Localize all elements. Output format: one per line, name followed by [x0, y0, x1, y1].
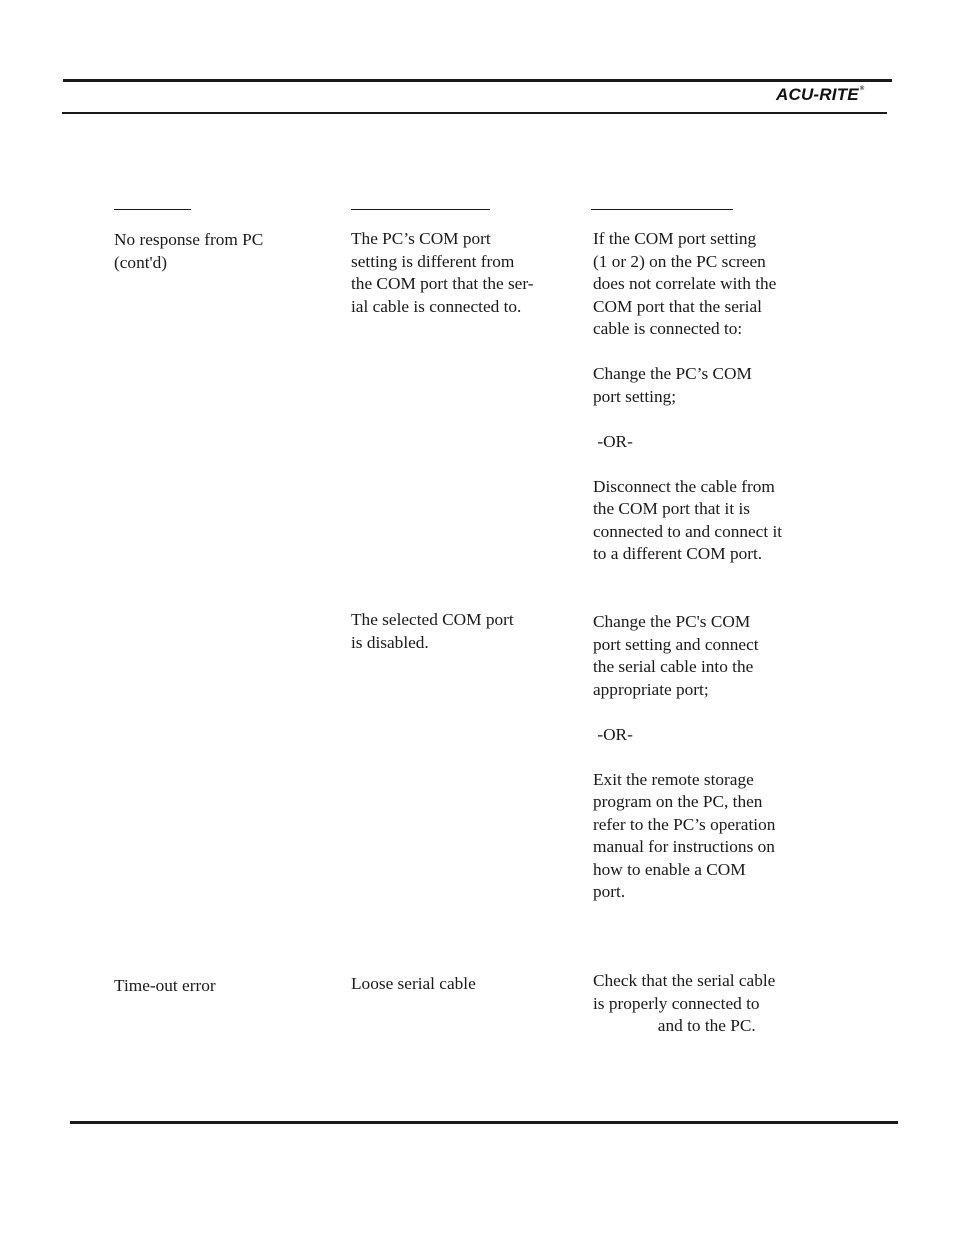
problem-time-out-error: Time-out error — [114, 976, 216, 995]
cause-loose-serial-cable: Loose serial cable — [351, 974, 476, 993]
solution-com-port-mismatch: If the COM port setting (1 or 2) on the PC screen does not correlate with the COM port that the serial cable is connected to: Change the PC’s COM port setting; -OR- Disconnect the cable from the COM port that it is connected to and connect it to a different COM port. — [593, 229, 783, 563]
footer-rule — [70, 1121, 898, 1124]
acu-rite-logo — [776, 85, 864, 105]
header-rule-bottom — [62, 112, 887, 114]
problem-no-response: No response from PC (cont'd) — [114, 230, 264, 272]
registered-mark: ® — [859, 86, 865, 92]
header-rule-top — [63, 79, 892, 82]
column-header-problem — [114, 209, 191, 210]
cause-com-port-mismatch: The PC’s COM port setting is different from the COM port that the ser- ial cable is connected to. — [351, 229, 534, 316]
logo-text: ACU-RITE — [776, 85, 859, 104]
cause-com-port-disabled: The selected COM port is disabled. — [351, 610, 514, 652]
column-header-solution — [591, 209, 733, 210]
solution-loose-serial-cable: Check that the serial cable is properly connected to and to the PC. — [593, 971, 776, 1035]
column-header-cause — [351, 209, 490, 210]
solution-com-port-disabled: Change the PC's COM port setting and connect the serial cable into the appropriate port; -OR- Exit the remote storage program on the PC, then refer to the PC’s operation manual for instructions on how to enable a COM port. — [593, 612, 776, 901]
